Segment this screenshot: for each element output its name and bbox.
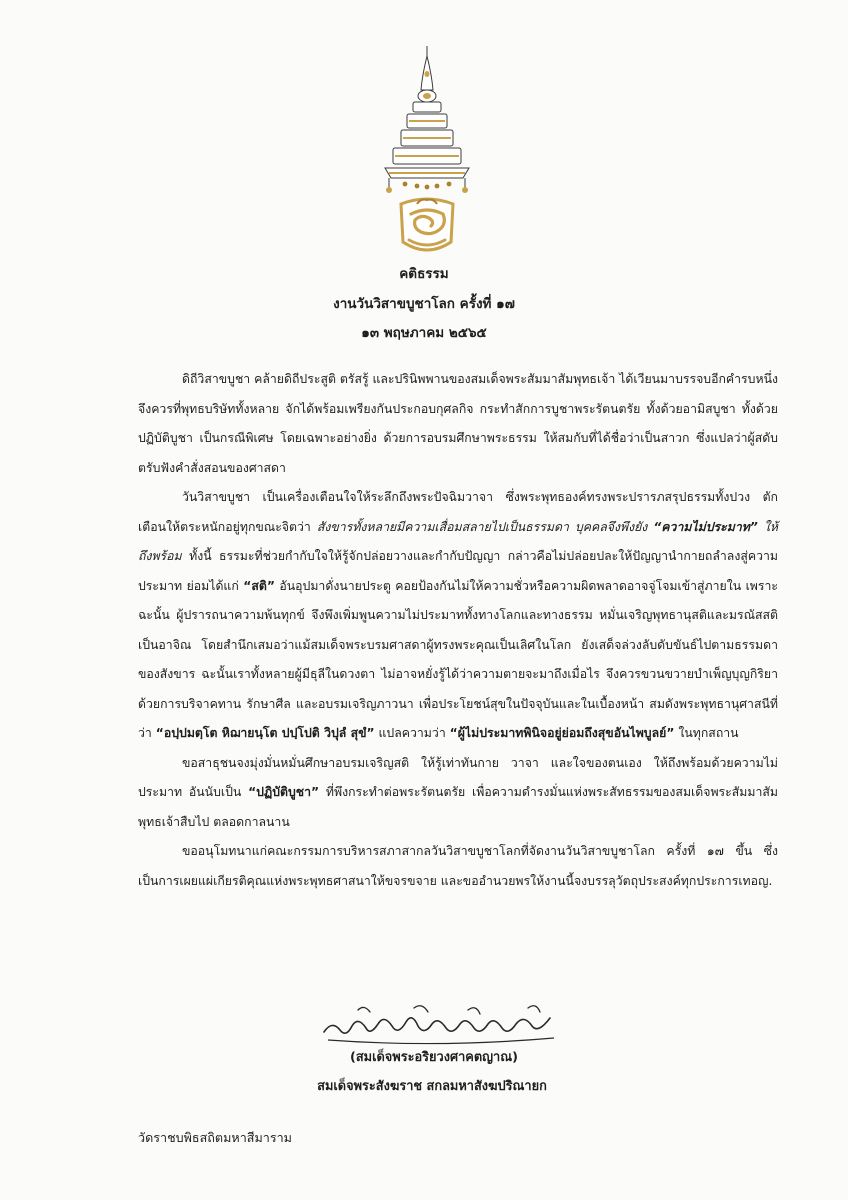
quote-italic-end: ให้ถึงพร้อม bbox=[138, 519, 778, 563]
royal-pagoda-emblem-icon bbox=[381, 44, 473, 266]
pali-verse: “อปฺปมตฺโต หิฌายนฺโต ปปฺโปติ วิปุลํ สุขํ” bbox=[155, 726, 375, 740]
paragraph-3-text: ขอสาธุชนจงมุ่งมั่นหมั่นศึกษาอบรมเจริญสติ ให้รู้เท่าทันกาย วาจา และใจของตนเอง ให้ถึงพร้อมด้วยความไม่ประมาท อันนับเป็น bbox=[138, 755, 778, 799]
issuing-location: วัดราชบพิธสถิตมหาสีมาราม bbox=[138, 1130, 292, 1145]
paragraph-3 bbox=[138, 749, 778, 838]
quote-emphasis: “ความไม่ประมาท” bbox=[653, 519, 758, 534]
paragraph-2 bbox=[138, 483, 778, 749]
verse-translation: “ผู้ไม่ประมาทพินิจอยู่ย่อมถึงสุขอันไพบูลย์” bbox=[449, 726, 675, 740]
paragraph-2-text: อันอุปมาดั่งนายประตู คอยป้องกันไม่ให้ความชั่วหรือความผิดพลาดอาจจู่โจมเข้าสู่ภายใน เพราะฉะนั้น ผู้ปรารถนาความพ้นทุกข์ จึงพึงเพิ่มพูนความไม่ประมาททั้งทางโลกและทางธรรม หมั่นเจริญพุทธานุสติและมรณัสสติเป็นอาจิณ โดยสำนึกเสมอว่าแม้สมเด็จพระบรมศาสดาผู้ทรงพระคุณเป็นเลิศในโลก ยังเสด็จล่วงลับดับขันธ์ไปตามธรรมดาของสังขาร ฉะนั้นเราทั้งหลายผู้มีธุลีในดวงตา ไม่อาจหยั่งรู้ได้ว่าความตายจะมาถึงเมื่อไร จึงควรขวนขวายบำเพ็ญบุญกิริยาด้วยการบริจาคทาน รักษาศีล และอบรมเจริญภาวนา เพื่อประโยชน์สุขในปัจจุบันและในเบื้องหน้า สมดังพระพุทธานุศาสนีที่ว่า bbox=[138, 578, 779, 740]
event-subtitle: งานวันวิสาขบูชาโลก ครั้งที่ ๑๗ bbox=[333, 296, 515, 312]
term-sati: “สติ” bbox=[243, 578, 275, 593]
paragraph-4: ขออนุโมทนาแก่คณะกรรมการบริหารสภาสากลวันวิสาขบูชาโลกที่จัดงานวันวิสาขบูชาโลก ครั้งที่ ๑๗ ขึ้น ซึ่งเป็นการเผยแผ่เกียรติคุณแห่งพระพุทธศาสนาให้ขจรขจาย และขออำนวยพรให้งานนี้จงบรรลุวัตถุประสงค์ทุกประการเทอญ. bbox=[138, 844, 778, 888]
paragraph-3-text: ที่พึงกระทำต่อพระรัตนตรัย เพื่อความดำรงมั่นแห่งพระสัทธรรมของสมเด็จพระสัมมาสัมพุทธเจ้าสืบไป ตลอดกาลนาน bbox=[138, 785, 778, 829]
paragraph-1: ดิถีวิสาขบูชา คล้ายดิถีประสูติ ตรัสรู้ และปรินิพพานของสมเด็จพระสัมมาสัมพุทธเจ้า ได้เวียนมาบรรจบอีกคำรบหนึ่ง จึงควรที่พุทธบริษัททั้งหลาย จักได้พร้อมเพรียงกันประกอบกุศลกิจ กระทำสักการบูชาพระรัตนตรัย ทั้งด้วยอามิสบูชา ทั้งด้วยปฏิบัติบูชา เป็นกรณีพิเศษ โดยเฉพาะอย่างยิ่ง ด้วยการอบรมศึกษาพระธรรม ให้สมกับที่ได้ชื่อว่าเป็นสาวก ซึ่งแปลว่าผู้สดับตรับฟังคำสั่งสอนของศาสดา bbox=[138, 372, 778, 475]
document-body bbox=[138, 365, 778, 896]
term-practice: “ปฏิบัติบูชา” bbox=[248, 785, 320, 799]
paragraph-2-text: วันวิสาขบูชา เป็นเครื่องเตือนใจให้ระลึกถึงพระปัจฉิมวาจา ซึ่งพระพุทธองค์ทรงพระปรารภสรุปธรรมทั้งปวง ตักเตือนให้ตระหนักอยู่ทุกขณะจิตว่า bbox=[138, 490, 778, 534]
signer-title: สมเด็จพระสังฆราช สกลมหาสังฆปริณายก bbox=[317, 1079, 547, 1094]
document-title: คติธรรม bbox=[399, 266, 449, 282]
paragraph-2-text: แปลความว่า bbox=[374, 726, 450, 740]
paragraph-2-text: ทั้งนี้ ธรรมะที่ช่วยกำกับใจให้รู้จักปล่อยวางและกำกับปัญญา กล่าวคือไม่ปล่อยปละให้ปัญญานำกายถลำลงสู่ความประมาท ย่อมได้แก่ bbox=[138, 549, 778, 593]
paragraph-2-text: ในทุกสถาน bbox=[674, 726, 739, 740]
handwritten-signature bbox=[318, 1002, 558, 1048]
quote-italic: สังขารทั้งหลายมีความเสื่อมสลายไปเป็นธรรมดา บุคคลจึงพึงยัง bbox=[316, 519, 654, 534]
document-date: ๑๓ พฤษภาคม ๒๕๖๕ bbox=[361, 325, 487, 341]
signer-name: (สมเด็จพระอริยวงศาคตญาณ) bbox=[350, 1050, 518, 1065]
